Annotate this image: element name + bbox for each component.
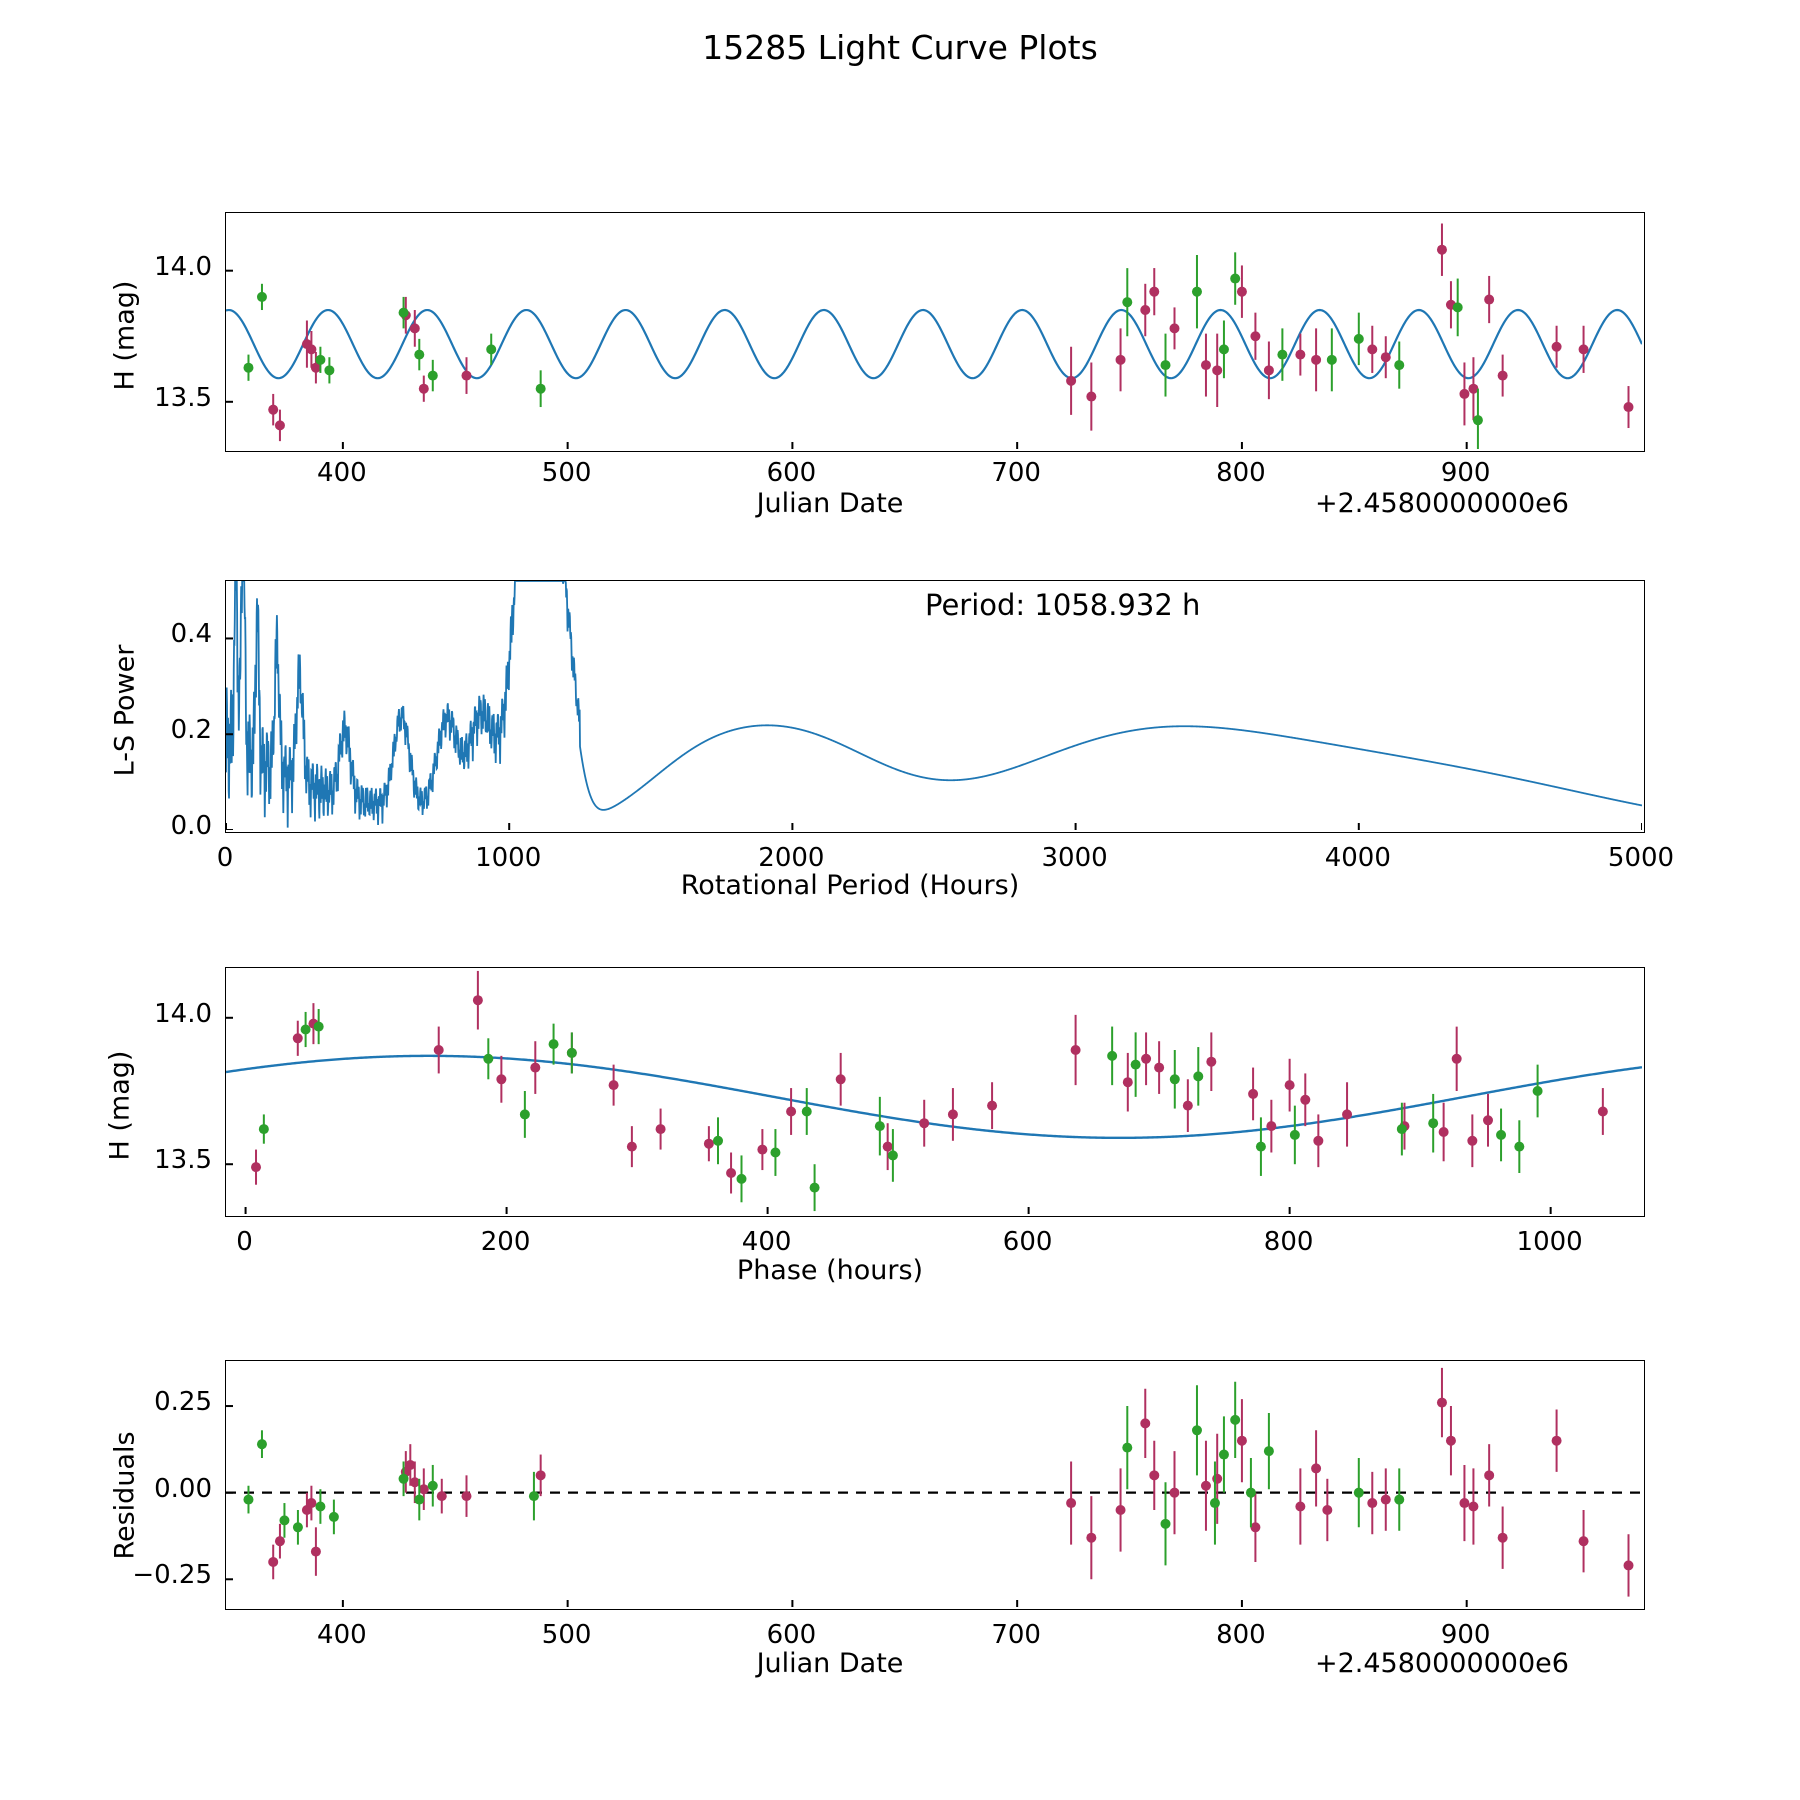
axis-tick-label: 14.0 <box>154 998 212 1029</box>
lightcurve-axes <box>225 212 1645 452</box>
residuals-ylabel: Residuals <box>109 1431 141 1560</box>
panel-phase-folded <box>0 945 1800 1286</box>
axis-tick-label: 800 <box>1216 1620 1266 1650</box>
phase-folded-axes <box>225 967 1645 1217</box>
axis-tick-label: 900 <box>1440 458 1491 488</box>
axis-tick-label: 0 <box>216 843 234 873</box>
panel-periodogram <box>0 555 1800 901</box>
period-annotation: Period: 1058.932 h <box>925 588 1201 622</box>
residuals-axes <box>225 1360 1645 1610</box>
axis-tick-label: 3000 <box>1041 843 1108 873</box>
axis-tick-label: 400 <box>317 458 367 488</box>
panel-lightcurve <box>0 180 1800 519</box>
axis-tick-label: 14.0 <box>154 251 212 282</box>
lightcurve-ylabel: H (mag) <box>109 280 141 391</box>
axis-tick-label: 600 <box>1002 1227 1053 1257</box>
axis-tick-label: 0.4 <box>170 619 212 650</box>
phase-folded-ylabel: H (mag) <box>104 1050 136 1161</box>
axis-tick-label: 400 <box>741 1227 792 1257</box>
axis-tick-label: 1000 <box>1516 1227 1583 1257</box>
axis-tick-label: 600 <box>766 458 817 488</box>
axis-tick-label: 13.5 <box>154 1145 212 1176</box>
phase-folded-xlabel: Phase (hours) <box>736 1255 924 1286</box>
axis-tick-label: 0.2 <box>170 715 212 746</box>
axis-tick-label: 0.25 <box>154 1387 212 1418</box>
lightcurve-x-offset: +2.4580000000e6 <box>1315 488 1569 519</box>
lightcurve-xlabel: Julian Date <box>756 488 904 519</box>
axis-tick-label: 13.5 <box>154 382 212 413</box>
panel-residuals <box>0 1330 1800 1679</box>
residuals-x-offset: +2.4580000000e6 <box>1315 1648 1569 1679</box>
axis-tick-label: 700 <box>991 1620 1041 1650</box>
residuals-xlabel: Julian Date <box>756 1648 904 1679</box>
periodogram-xlabel: Rotational Period (Hours) <box>680 870 1020 901</box>
figure-title: 15285 Light Curve Plots <box>702 28 1098 67</box>
axis-tick-label: 800 <box>1263 1227 1314 1257</box>
axis-tick-label: 5000 <box>1607 843 1675 873</box>
axis-tick-label: 0.0 <box>170 811 212 841</box>
axis-tick-label: 500 <box>541 458 592 488</box>
axis-tick-label: 0 <box>236 1227 253 1257</box>
axis-tick-label: 700 <box>991 458 1041 488</box>
axis-tick-label: 200 <box>480 1227 531 1257</box>
axis-tick-label: 800 <box>1216 458 1266 488</box>
axis-tick-label: 500 <box>541 1620 592 1650</box>
axis-tick-label: 900 <box>1440 1620 1491 1650</box>
axis-tick-label: 4000 <box>1324 843 1391 873</box>
axis-tick-label: 600 <box>766 1620 817 1650</box>
axis-tick-label: 0.00 <box>154 1473 212 1504</box>
periodogram-ylabel: L-S Power <box>109 644 141 777</box>
axis-tick-label: 1000 <box>475 843 542 873</box>
axis-tick-label: 2000 <box>758 843 825 873</box>
axis-tick-label: −0.25 <box>132 1560 212 1591</box>
axis-tick-label: 400 <box>317 1620 367 1650</box>
